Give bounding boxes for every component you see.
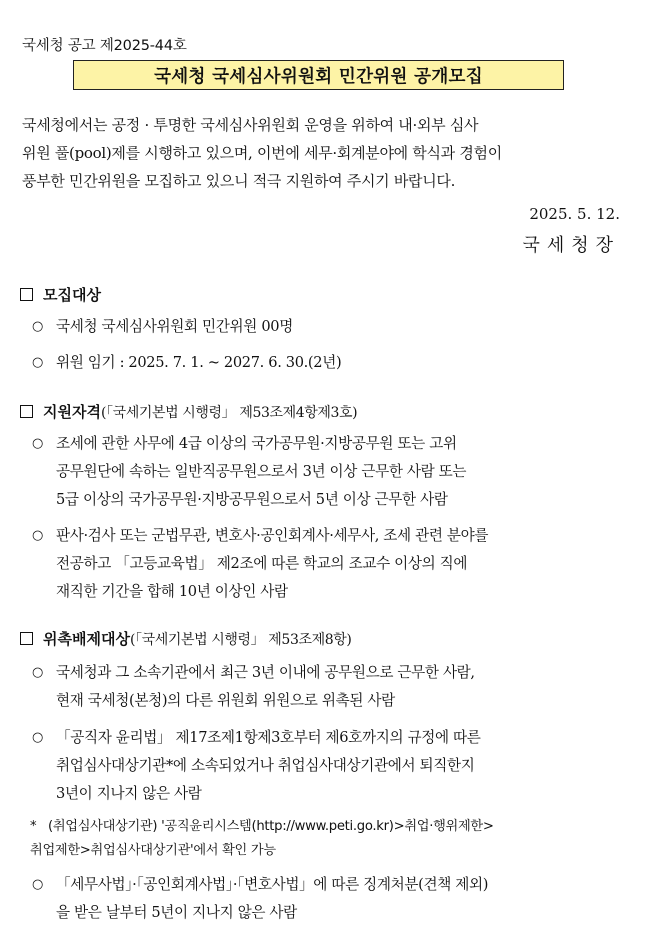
notice-date: 2025. 5. 12. bbox=[529, 205, 620, 223]
section-title: 지원자격 bbox=[43, 403, 101, 421]
item-line: 현재 국세청(본청)의 다른 위원회 위원으로 위촉된 사람 bbox=[56, 692, 395, 709]
item-line: 전공하고 「고등교육법」 제2조에 따른 학교의 조교수 이상의 직에 bbox=[56, 555, 468, 572]
bullet-icon: ○ bbox=[32, 665, 43, 680]
list-item bbox=[32, 313, 624, 341]
section-heading-eligibility bbox=[20, 401, 357, 422]
checkbox-icon bbox=[20, 288, 33, 301]
section-heading-exclusion bbox=[20, 628, 351, 649]
item-line: 판사·검사 또는 군법무관, 변호사·공인회계사·세무사, 조세 관련 분야를 bbox=[56, 527, 489, 544]
section-title: 모집대상 bbox=[43, 286, 101, 304]
item-line: 5급 이상의 국가공무원·지방공무원으로서 5년 이상 근무한 사람 bbox=[56, 491, 448, 508]
item-line: 위원 임기 : 2025. 7. 1. ~ 2027. 6. 30.(2년) bbox=[56, 354, 342, 371]
note-line: 취업제한>취업심사대상기관'에서 확인 가능 bbox=[30, 843, 276, 858]
section-subtitle: (「국세기본법 시행령」 제53조제8항) bbox=[129, 631, 352, 648]
section-subtitle: (「국세기본법 시행령」 제53조제4항제3호) bbox=[100, 404, 358, 421]
issuer-name: 국세청장 bbox=[522, 235, 620, 256]
asterisk-icon: * bbox=[30, 819, 37, 834]
note-line: (취업심사대상기관) '공직윤리시스템(http://www.peti.go.kr)>취업·행위제한> bbox=[48, 819, 494, 834]
item-line: 국세청과 그 소속기관에서 최근 3년 이내에 공무원으로 근무한 사람, bbox=[56, 664, 475, 681]
item-line: 3년이 지나지 않은 사람 bbox=[56, 785, 202, 802]
intro-line: 국세청에서는 공정 · 투명한 국세심사위원회 운영을 위하여 내·외부 심사 bbox=[22, 116, 479, 134]
intro-line: 풍부한 민간위원을 모집하고 있으니 적극 지원하여 주시기 바랍니다. bbox=[22, 172, 456, 190]
list-item bbox=[32, 724, 624, 808]
bullet-icon: ○ bbox=[32, 436, 43, 451]
intro-paragraph bbox=[22, 111, 624, 195]
bullet-icon: ○ bbox=[32, 877, 43, 892]
footnote bbox=[30, 815, 624, 863]
bullet-icon: ○ bbox=[32, 355, 43, 370]
page-title: 국세청 국세심사위원회 민간위원 공개모집 bbox=[73, 60, 564, 90]
item-line: 취업심사대상기관*에 소속되었거나 취업심사대상기관에서 퇴직한지 bbox=[56, 757, 475, 774]
intro-line: 위원 풀(pool)제를 시행하고 있으며, 이번에 세무·회계분야에 학식과 경험이 bbox=[22, 144, 502, 162]
item-line: 재직한 기간을 합해 10년 이상인 사람 bbox=[56, 583, 288, 600]
list-item bbox=[32, 430, 624, 514]
list-item bbox=[32, 349, 624, 377]
item-line: 「공직자 윤리법」 제17조제1항제3호부터 제6호까지의 규정에 따른 bbox=[56, 729, 481, 746]
bullet-icon: ○ bbox=[32, 528, 43, 543]
checkbox-icon bbox=[20, 405, 33, 418]
bullet-icon: ○ bbox=[32, 319, 43, 334]
item-line: 을 받은 날부터 5년이 지나지 않은 사람 bbox=[56, 904, 297, 921]
item-line: 조세에 관한 사무에 4급 이상의 국가공무원·지방공무원 또는 고위 bbox=[56, 435, 457, 452]
list-item bbox=[32, 522, 624, 606]
bullet-icon: ○ bbox=[32, 730, 43, 745]
notice-number: 국세청 공고 제2025-44호 bbox=[22, 38, 187, 54]
item-line: 「세무사법」·「공인회계사법」·「변호사법」에 따른 징계처분(견책 제외) bbox=[56, 876, 489, 893]
section-heading-recruitment bbox=[20, 284, 101, 305]
item-line: 공무원단에 속하는 일반직공무원으로서 3년 이상 근무한 사람 또는 bbox=[56, 463, 467, 480]
list-item bbox=[32, 871, 624, 927]
item-line: 국세청 국세심사위원회 민간위원 00명 bbox=[56, 318, 293, 335]
section-title: 위촉배제대상 bbox=[43, 630, 130, 648]
checkbox-icon bbox=[20, 632, 33, 645]
list-item bbox=[32, 659, 624, 715]
